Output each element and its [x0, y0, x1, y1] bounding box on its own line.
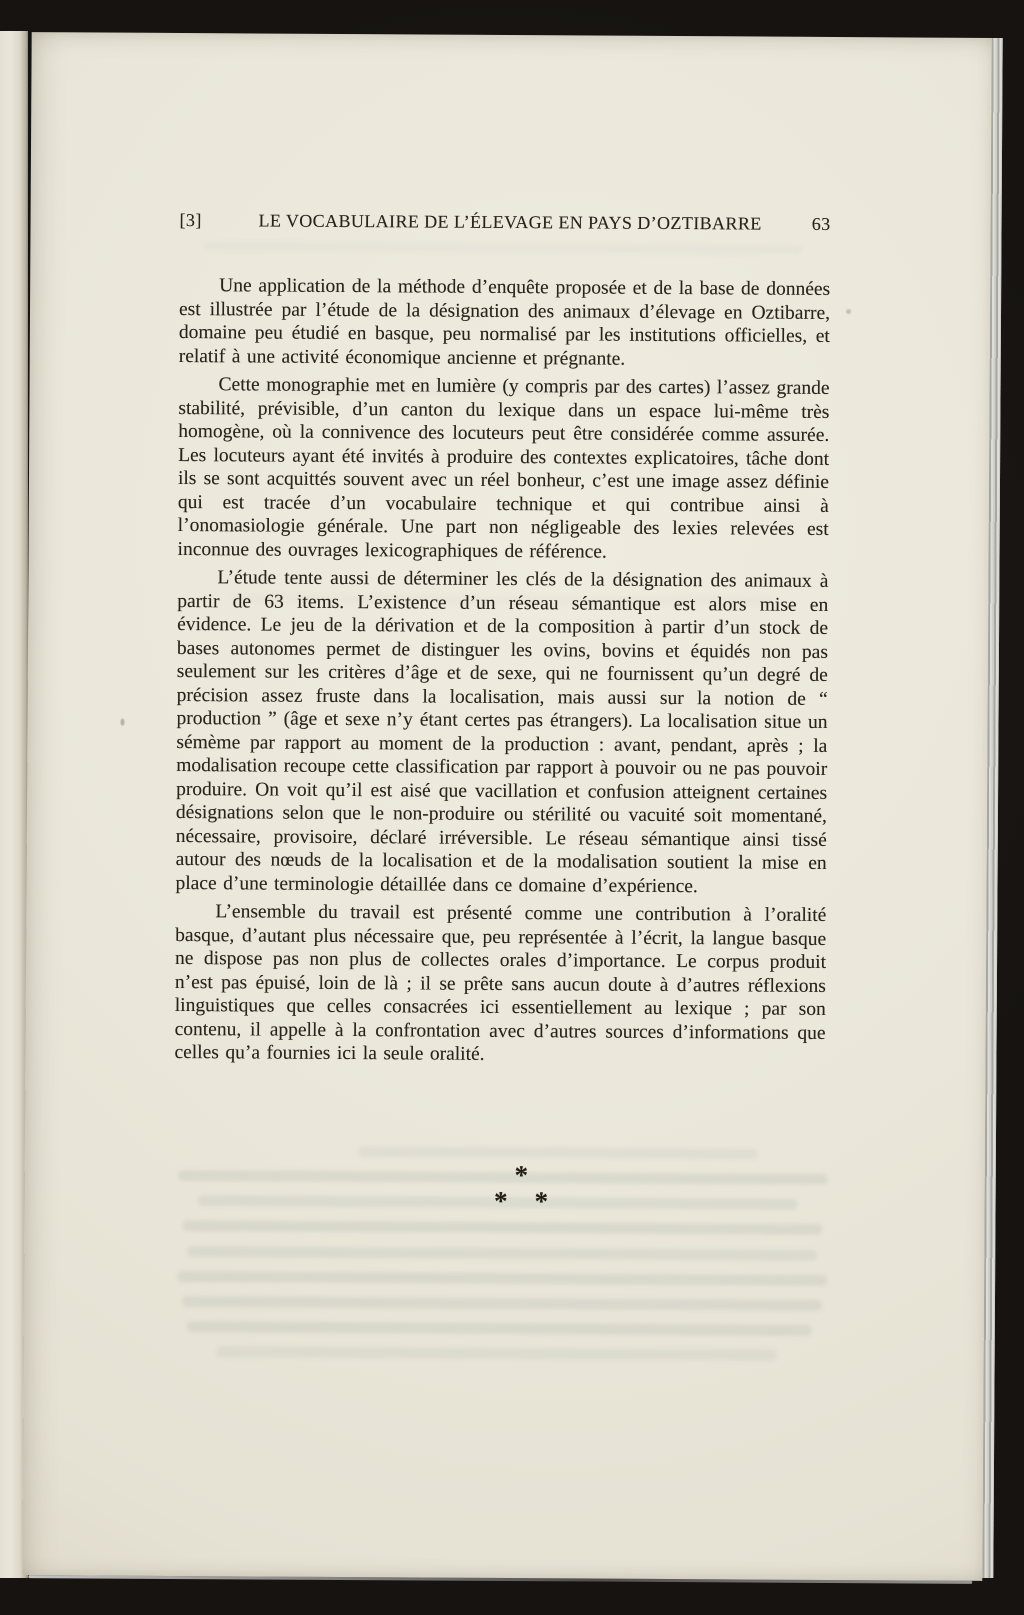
paper-speck: [120, 719, 124, 726]
paragraph: Une application de la méthode d’enquête proposée et de la base de données est illustrée par l’étude de la désignation des animaux d’élevage en Oztibarre, domaine peu étudié en basque, peu normalisé par les institutions officielles, et relatif à une activité économique ancienne et prégnante.: [178, 275, 831, 370]
paragraph: L’ensemble du travail est présenté comme une contribution à l’oralité basque, d’autant plus nécessaire que, peu représentée à l’écrit, la langue basque ne dispose pas non plus de collectes orales d’importance. Le corpus produit n’est pas épuisé, loin de là ; il se prête sans aucun doute à d’autres réflexions linguistiques que celles consacrées ici essentiellement au lexique ; par son contenu, il appelle à la confrontation avec d’autres sources d’informations que celles qu’a fournies ici la seule oralité.: [174, 901, 827, 1065]
asterisk-right: *: [534, 1185, 549, 1216]
ink-bleedthrough: [187, 1321, 812, 1336]
printed-text-block: [174, 209, 831, 1216]
asterisk-top: *: [514, 1159, 529, 1190]
ink-bleedthrough: [182, 1296, 822, 1311]
ink-bleedthrough: [182, 1220, 822, 1235]
paragraph: Cette monographie met en lumière (y compris par des cartes) l’assez grande stabilité, prévisible, d’un canton du lexique dans un espace lui-même très homogène, où la connivence des locuteurs peut être considérée comme assurée. Les locuteurs ayant été invités à produire des contextes explicatoires, tâche dont ils se sont acquittés souvent avec un réel bonheur, c’est une image assez définie qui est tracée d’un vocabulaire technique et qui contribue ainsi à l’onomasiologie générale. Une part non négligeable des lexies relevées est inconnue des ouvrages lexicographiques de référence.: [177, 374, 830, 563]
paper-speck: [846, 309, 851, 314]
ink-bleedthrough: [177, 1271, 827, 1286]
section-bracket-number: [3]: [179, 209, 202, 231]
page-number: 63: [811, 213, 831, 234]
ink-bleedthrough: [187, 1246, 817, 1261]
running-header: [180, 210, 831, 236]
asterism-divider: [196, 1159, 847, 1216]
asterisk-left: *: [494, 1185, 508, 1216]
paragraph: L’étude tente aussi de déterminer les clés de la désignation des animaux à partir de 63 items. L’existence d’un réseau sémantique est alors mise en évidence. Le jeu de la dérivation et de la composition à partir d’un stock de bases autonomes permet de distinguer les ovins, bovins et équidés non pas seulement sur les critères d’âge et de sexe, qui ne fournissent qu’un degré de précision assez fruste dans la localisation, mais aussi sur la notion de “ production ” (âge et sexe n’y étant certes pas étrangers). La localisation situe un sémème par rapport au moment de la production : avant, pendant, après ; la modalisation recoupe cette classification par rapport à pouvoir ou ne pas pouvoir produire. On voit qu’il est aisé que vacillation et confusion atteignent certaines désignations selon que le non-produire ou stérilité ou vacuité soit momentané, nécessaire, provisoire, déclaré irréversible. Le réseau sémantique ainsi tissé autour des nœuds de la localisation et de la modalisation soutient la mise en place d’une terminologie détaillée dans ce domaine d’expérience.: [175, 567, 829, 897]
book-page: [22, 32, 991, 1581]
ink-bleedthrough: [217, 1346, 777, 1360]
running-title: LE VOCABULAIRE DE L’ÉLEVAGE EN PAYS D’OZTIBARRE: [258, 210, 762, 234]
asterism-bottom-row: [494, 1185, 549, 1216]
